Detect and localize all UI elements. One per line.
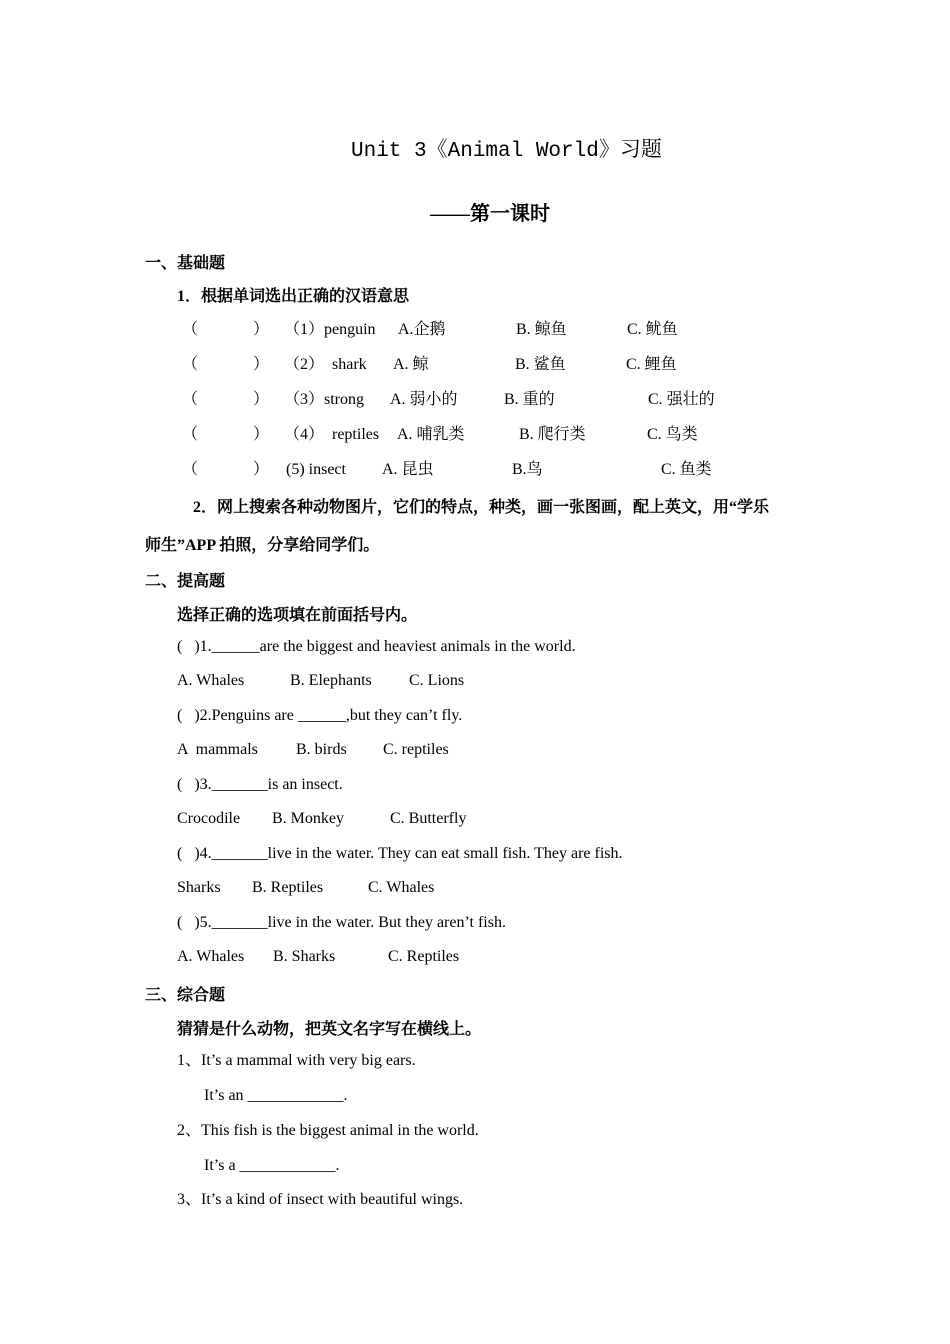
- option-a: A. 昆虫: [382, 461, 434, 478]
- mc-question: ( )3._______is an insect.: [177, 776, 343, 793]
- option-b: B. 鲨鱼: [515, 356, 566, 373]
- section-heading-comprehensive: 三、综合题: [145, 987, 226, 1004]
- section-heading-advanced: 二、提高题: [145, 573, 226, 590]
- riddle-question: 2、This fish is the biggest animal in the world.: [177, 1122, 479, 1139]
- page-subtitle: ——第一课时: [430, 203, 550, 225]
- mc-option-c: C. Whales: [368, 879, 435, 896]
- mc-question: ( )2.Penguins are ______,but they can’t fly.: [177, 707, 463, 724]
- option-b: B.鸟: [512, 461, 543, 478]
- mc-option-b: B. birds: [296, 741, 347, 758]
- mc-option-b: B. Reptiles: [252, 879, 324, 896]
- option-a: A.企鹅: [398, 321, 446, 338]
- vocab-word: （1）penguin: [284, 321, 376, 338]
- option-c: C. 强壮的: [648, 391, 715, 408]
- mc-option-c: C. Lions: [409, 672, 465, 689]
- option-a: A. 弱小的: [390, 391, 458, 408]
- option-b: B. 重的: [504, 391, 555, 408]
- mc-option-b: B. Monkey: [272, 810, 344, 827]
- option-c: C. 鲤鱼: [626, 356, 677, 373]
- vocab-word: （3）strong: [284, 391, 365, 408]
- answer-paren-close: ）: [253, 461, 270, 478]
- answer-paren-open: （: [182, 461, 199, 478]
- answer-paren-open: （: [182, 321, 199, 338]
- option-a: A. 鲸: [393, 356, 429, 373]
- answer-paren-close: ）: [253, 391, 270, 408]
- mc-question: ( )1.______are the biggest and heaviest animals in the world.: [177, 638, 576, 655]
- mc-option-a: Sharks: [177, 879, 221, 896]
- q2-text-line2: 师生”APP 拍照，分享给同学们。: [145, 537, 380, 554]
- vocab-word: （2） shark: [284, 356, 367, 373]
- riddle-question: 1、It’s a mammal with very big ears.: [177, 1052, 416, 1069]
- answer-paren-open: （: [182, 426, 199, 443]
- answer-paren-close: ）: [253, 321, 270, 338]
- riddle-answer-line: It’s an ____________.: [204, 1087, 348, 1104]
- mc-option-a: A. Whales: [177, 948, 245, 965]
- section3-instruction: 猜猜是什么动物，把英文名字写在横线上。: [177, 1021, 482, 1038]
- option-c: C. 鱿鱼: [627, 321, 678, 338]
- mc-option-c: C. Reptiles: [388, 948, 460, 965]
- answer-paren-close: ）: [253, 426, 270, 443]
- mc-question: ( )5._______live in the water. But they aren’t fish.: [177, 914, 506, 931]
- mc-option-a: A. Whales: [177, 672, 245, 689]
- riddle-question: 3、It’s a kind of insect with beautiful wings.: [177, 1191, 464, 1208]
- page-title: Unit 3《Animal World》习题: [351, 140, 662, 163]
- option-c: C. 鸟类: [647, 426, 698, 443]
- option-b: B. 爬行类: [519, 426, 586, 443]
- answer-paren-open: （: [182, 356, 199, 373]
- vocab-word: (5) insect: [286, 461, 346, 478]
- option-b: B. 鲸鱼: [516, 321, 567, 338]
- mc-option-a: Crocodile: [177, 810, 241, 827]
- mc-question: ( )4._______live in the water. They can eat small fish. They are fish.: [177, 845, 623, 862]
- option-c: C. 鱼类: [661, 461, 712, 478]
- section2-instruction: 选择正确的选项填在前面括号内。: [177, 607, 418, 624]
- vocab-word: （4） reptiles: [284, 426, 380, 443]
- mc-option-a: A mammals: [177, 741, 258, 758]
- mc-option-b: B. Elephants: [290, 672, 372, 689]
- answer-paren-close: ）: [253, 356, 270, 373]
- q2-text-line1: 2．网上搜索各种动物图片，它们的特点，种类，画一张图画，配上英文，用“学乐: [193, 499, 770, 516]
- section-heading-basic: 一、基础题: [145, 255, 226, 272]
- answer-paren-open: （: [182, 391, 199, 408]
- riddle-answer-line: It’s a ____________.: [204, 1157, 340, 1174]
- mc-option-c: C. Butterfly: [390, 810, 467, 827]
- mc-option-c: C. reptiles: [383, 741, 449, 758]
- q1-instruction: 1．根据单词选出正确的汉语意思: [177, 288, 410, 305]
- option-a: A. 哺乳类: [397, 426, 465, 443]
- mc-option-b: B. Sharks: [273, 948, 336, 965]
